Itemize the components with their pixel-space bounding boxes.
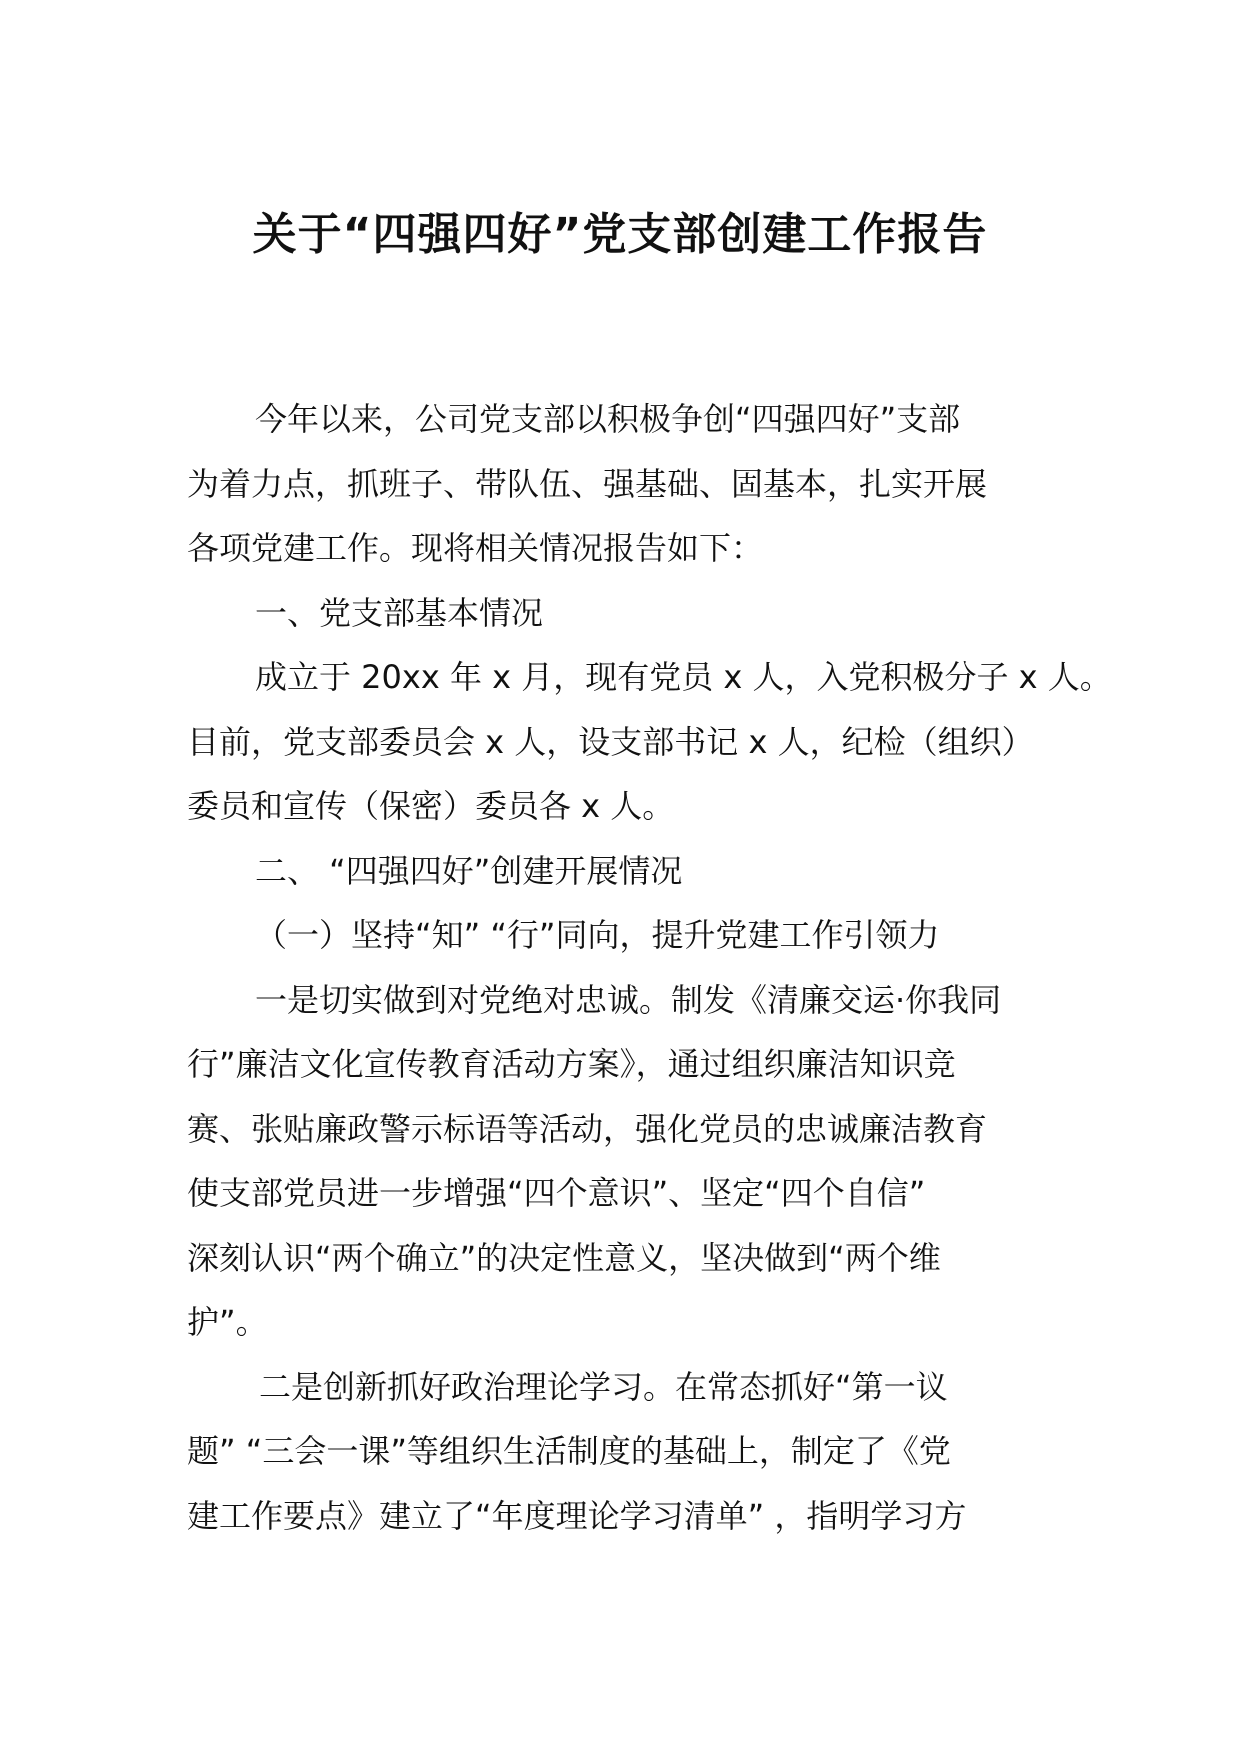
body-line: 今年以来，公司党支部以积极争创“四强四好”支部 [255, 400, 961, 438]
body-line: 一是切实做到对党绝对忠诚。制发《清廉交运·你我同 [255, 980, 1002, 1019]
body-line: 各项党建工作。现将相关情况报告如下： [187, 529, 764, 567]
document-body [187, 387, 1112, 1548]
section-heading: 二、 “四强四好”创建开展情况 [255, 851, 683, 890]
body-line: 为着力点，抓班子、带队伍、强基础、固基本，扎实开展 [187, 464, 988, 503]
body-line: 目前，党支部委员会 x 人，设支部书记 x 人，纪检（组织） [187, 722, 1034, 761]
body-line: 建工作要点》建立了“年度理论学习清单” ，指明学习方 [187, 1496, 967, 1535]
body-line: 深刻认识“两个确立”的决定性意义，坚决做到“两个维 [187, 1238, 941, 1277]
section-heading: 一、党支部基本情况 [255, 593, 544, 632]
body-line: 二是创新抓好政治理论学习。在常态抓好“第一议 [259, 1367, 948, 1406]
body-line: 题” “三会一课”等组织生活制度的基础上，制定了《党 [187, 1432, 951, 1470]
body-line: 护”。 [187, 1303, 268, 1341]
body-line: 赛、张贴廉政警示标语等活动，强化党员的忠诚廉洁教育 [187, 1109, 988, 1148]
body-line: 行”廉洁文化宣传教育活动方案》，通过组织廉洁知识竞 [187, 1045, 956, 1083]
subsection-heading: （一）坚持“知” “行”同向，提升党建工作引领力 [255, 916, 940, 954]
body-line: 成立于 20xx 年 x 月，现有党员 x 人，入党积极分子 x 人。 [255, 658, 1112, 696]
body-line: 使支部党员进一步增强“四个意识”、坚定“四个自信” [187, 1174, 926, 1212]
body-line: 委员和宣传（保密）委员各 x 人。 [187, 787, 675, 825]
document-title: 关于“四强四好”党支部创建工作报告 [252, 209, 988, 260]
